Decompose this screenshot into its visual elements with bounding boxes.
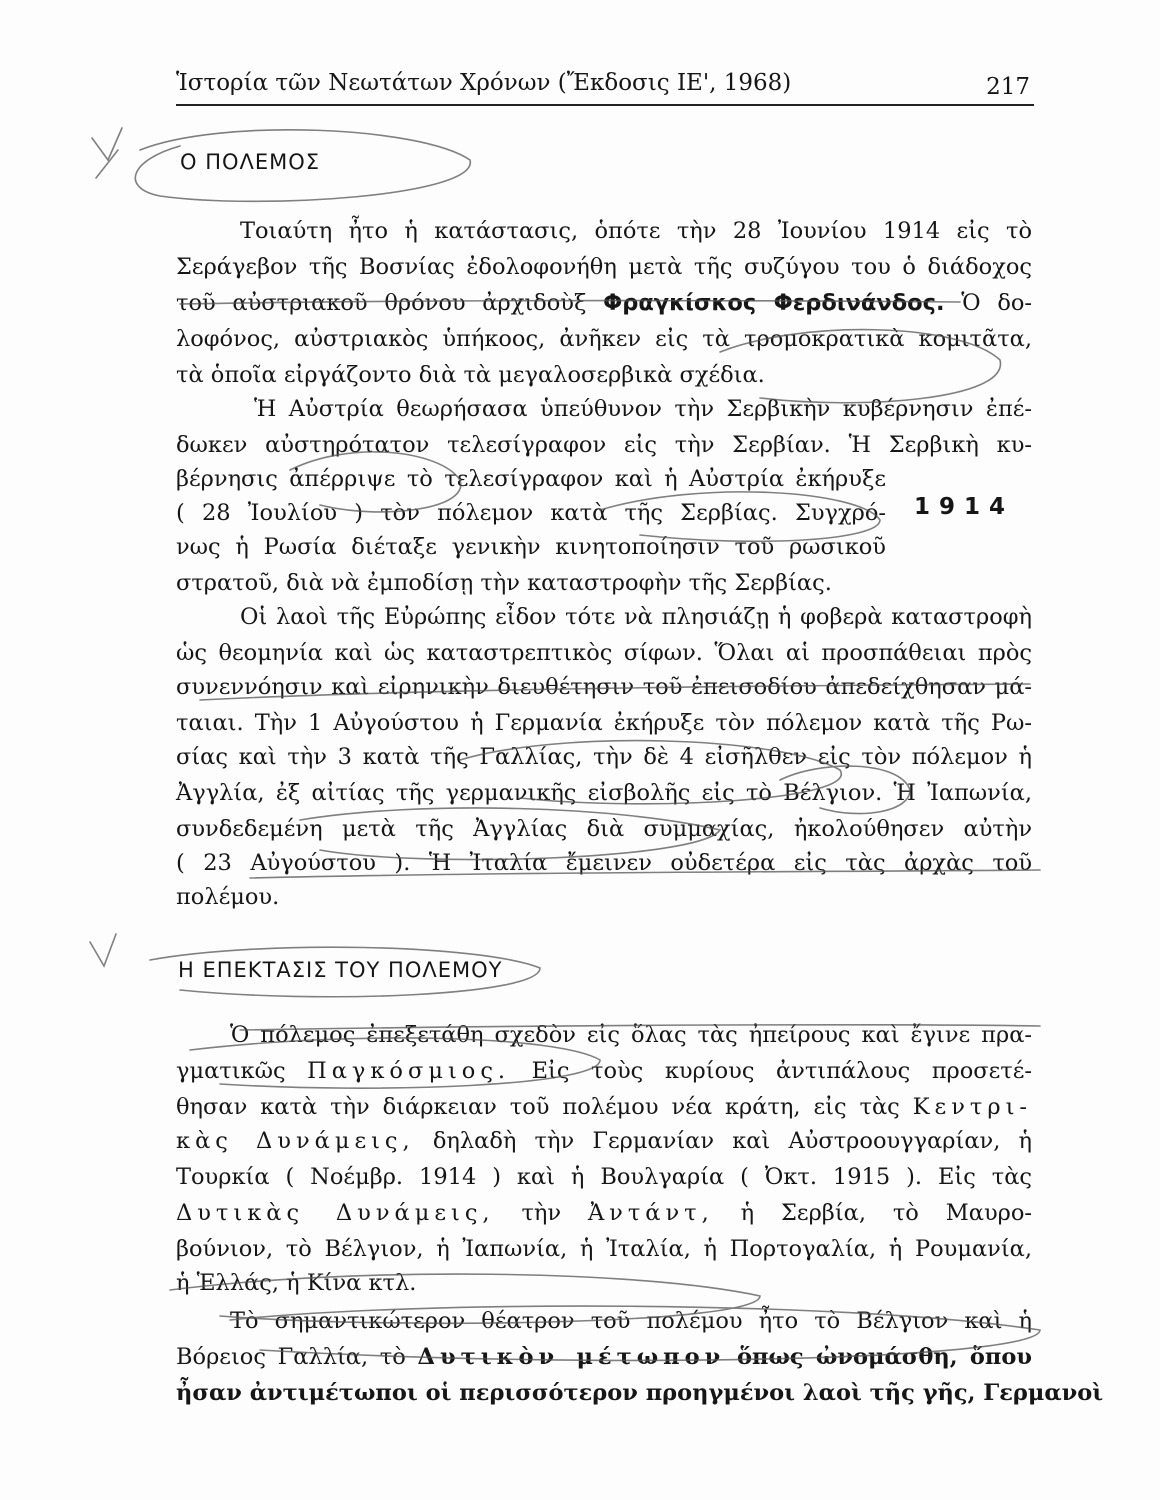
paragraph-line: ὡς θεομηνία καὶ ὡς καταστρεπτικὸς σίφων. Ὅλαι αἱ προσπάθειαι πρὸς xyxy=(176,640,1032,666)
paragraph-line: Σεράγεβον τῆς Βοσνίας ἐδολοφονήθη μετὰ τῆς συζύγου του ὁ διάδοχος xyxy=(176,254,1032,280)
page-number: 217 xyxy=(986,74,1030,100)
paragraph-line: ταιαι. Τὴν 1 Αὐγούστου ἡ Γερμανία ἐκήρυξε τὸν πόλεμον κατὰ τῆς Ρω- xyxy=(176,710,1032,736)
paragraph-line: σίας καὶ τὴν 3 κατὰ τῆς Γαλλίας, τὴν δὲ 4 εἰσῆλθεν εἰς τὸν πόλεμον ἡ xyxy=(176,744,1032,770)
paragraph-line: τὰ ὁποῖα εἰργάζοντο διὰ τὰ μεγαλοσερβικὰ σχέδια. xyxy=(176,362,765,388)
text-run: τοῦ αὐστριακοῦ θρόνου ἀρχιδοὺξ xyxy=(176,290,587,316)
paragraph-line xyxy=(176,1196,1032,1230)
section-heading-war: Ο ΠΟΛΕΜΟΣ xyxy=(180,150,321,174)
paragraph-line: δωκεν αὐστηρότατον τελεσίγραφον εἰς τὴν Σερβίαν. Ἡ Σερβικὴ κυ- xyxy=(176,432,1032,458)
text-run: δηλαδὴ τὴν Γερμανίαν καὶ Αὐστροουγγαρίαν, ἡ xyxy=(432,1128,1032,1154)
paragraph-line: λοφόνος, αὐστριακὸς ὑπήκοος, ἀνῆκεν εἰς τὰ τρομοκρατικὰ κομιτᾶτα, xyxy=(176,326,1032,352)
check-mark xyxy=(92,128,122,160)
spaced-term: Ἀντάντ, xyxy=(587,1200,714,1226)
paragraph-line: βούνιον, τὸ Βέλγιον, ἡ Ἰαπωνία, ἡ Ἰταλία, ἡ Πορτογαλία, ἡ Ρουμανία, xyxy=(176,1236,1032,1262)
paragraph-line: βέρνησις ἀπέρριψε τὸ τελεσίγραφον καὶ ἡ Αὐστρία ἐκήρυξε xyxy=(176,466,886,492)
running-header xyxy=(176,68,1032,98)
paragraph-line: Ἀγγλία, ἐξ αἰτίας τῆς γερμανικῆς εἰσβολῆς εἰς τὸ Βέλγιον. Ἡ Ἰαπωνία, xyxy=(176,780,1032,806)
text-run: θησαν κατὰ τὴν διάρκειαν τοῦ πολέμου νέα κράτη, εἰς τὰς xyxy=(176,1094,900,1120)
paragraph-line: ἡ Ἑλλάς, ἡ Κίνα κτλ. xyxy=(176,1270,417,1296)
spaced-term: Δυτικὰς Δυνάμεις, xyxy=(176,1200,495,1226)
paragraph-line: Οἱ λαοὶ τῆς Εὐρώπης εἶδον τότε νὰ πλησιάζῃ ἡ φοβερὰ καταστροφὴ xyxy=(240,604,1032,630)
text-run: γματικῶς xyxy=(176,1058,286,1084)
paragraph-line: Ὁ πόλεμος ἐπεξετάθη σχεδὸν εἰς ὅλας τὰς ἠπείρους καὶ ἔγινε πρα- xyxy=(230,1022,1032,1048)
text-run: Ὁ δο- xyxy=(961,290,1033,316)
paragraph-line xyxy=(176,1124,1032,1158)
text-run: τὴν xyxy=(521,1200,562,1226)
spaced-term: Κεντρι- xyxy=(912,1094,1032,1120)
spaced-term: Παγκόσμιος. xyxy=(307,1058,511,1084)
check-mark xyxy=(90,934,116,966)
paragraph-line: συνδεδεμένη μετὰ τῆς Ἀγγλίας διὰ συμμαχίας, ἠκολούθησεν αὐτὴν xyxy=(176,816,1032,842)
text-run: ὅπως ὠνομάσθη, ὅπου xyxy=(736,1344,1033,1370)
paragraph-line: Τὸ σημαντικώτερον θέατρον τοῦ πολέμου ἦτο τὸ Βέλγιον καὶ ἡ xyxy=(230,1308,1032,1334)
margin-year: 1914 xyxy=(914,494,1015,520)
check-mark xyxy=(96,150,118,178)
spaced-term: κὰς Δυνάμεις, xyxy=(176,1128,415,1154)
text-run: Εἰς τοὺς κυρίους ἀντιπάλους προσετέ- xyxy=(531,1058,1033,1084)
section-heading-expansion: Η ΕΠΕΚΤΑΣΙΣ ΤΟΥ ΠΟΛΕΜΟΥ xyxy=(178,958,503,982)
paragraph-line: στρατοῦ, διὰ νὰ ἐμποδίσῃ τὴν καταστροφὴν τῆς Σερβίας. xyxy=(176,570,832,596)
paragraph-line: νως ἡ Ρωσία διέταξε γενικὴν κινητοποίησιν τοῦ ρωσικοῦ xyxy=(176,534,886,560)
archduke-name: Φραγκίσκος Φερδινάνδος. xyxy=(603,290,945,316)
paragraph-line: Τοιαύτη ἦτο ἡ κατάστασις, ὁπότε τὴν 28 Ἰουνίου 1914 εἰς τὸ xyxy=(240,218,1032,244)
text-run: Βόρειος Γαλλία, τὸ xyxy=(176,1344,406,1370)
paragraph-line: Τουρκία ( Νοέμβρ. 1914 ) καὶ ἡ Βουλγαρία ( Ὀκτ. 1915 ). Εἰς τὰς xyxy=(176,1164,1032,1190)
running-title: Ἱστορία τῶν Νεωτάτων Χρόνων (Ἔκδοσις ΙΕ', 1968) xyxy=(176,70,792,96)
header-rule xyxy=(176,104,1034,106)
paragraph-line xyxy=(176,286,1032,320)
paragraph-line: ( 28 Ἰουλίου ) τὸν πόλεμον κατὰ τῆς Σερβίας. Συγχρό- xyxy=(176,500,886,526)
paragraph-line xyxy=(176,1340,1032,1374)
spaced-term: Δυτικὸν μέτωπον xyxy=(417,1344,726,1370)
text-run: ἡ Σερβία, τὸ Μαυρο- xyxy=(740,1200,1032,1226)
paragraph-line xyxy=(176,1054,1032,1088)
paragraph-line xyxy=(176,1090,1032,1124)
paragraph-line: πολέμου. xyxy=(176,884,280,910)
paragraph-line: ( 23 Αὐγούστου ). Ἡ Ἰταλία ἔμεινεν οὐδετέρα εἰς τὰς ἀρχὰς τοῦ xyxy=(176,850,1032,876)
paragraph-line: συνεννόησιν καὶ εἰρηνικὴν διευθέτησιν τοῦ ἐπεισοδίου ἀπεδείχθησαν μά- xyxy=(176,674,1032,700)
paragraph-line: ἦσαν ἀντιμέτωποι οἱ περισσότερον προηγμένοι λαοὶ τῆς γῆς, Γερμανοὶ xyxy=(176,1380,1104,1406)
paragraph-line: Ἡ Αὐστρία θεωρήσασα ὑπεύθυνον τὴν Σερβικὴν κυβέρνησιν ἐπέ- xyxy=(254,396,1032,422)
